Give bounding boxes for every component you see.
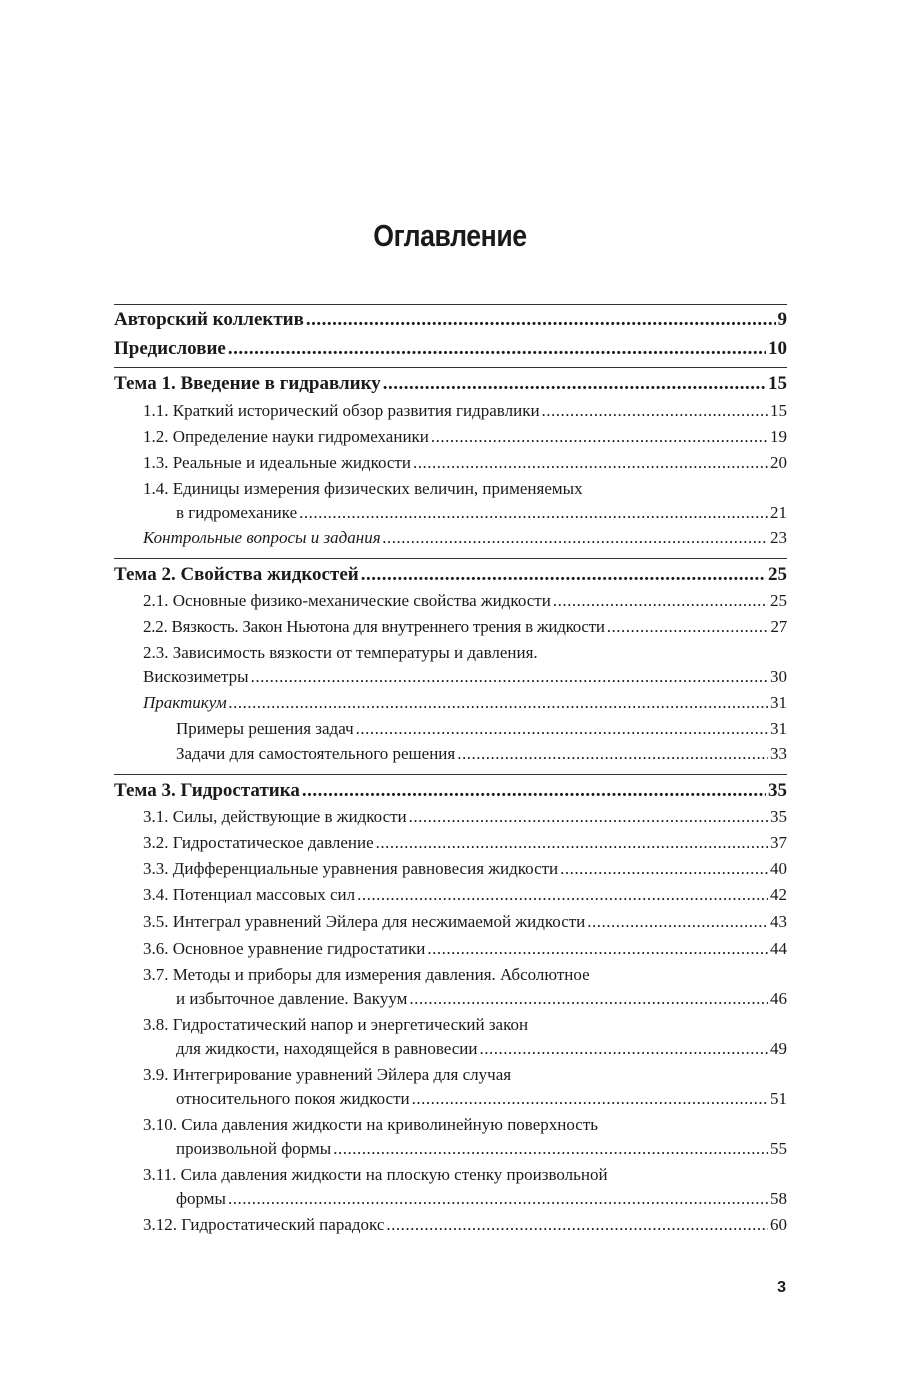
leader-dots [383, 529, 768, 546]
toc-entry[interactable]: 3.6. Основное уравнение гидростатики ..... 44 [114, 940, 787, 957]
leader-dots [431, 428, 768, 445]
toc-entry[interactable]: 3.4. Потенциал массовых сил ..... 42 [114, 886, 787, 903]
leader-dots [553, 592, 768, 609]
toc-entry[interactable]: 3.1. Силы, действующие в жидкости ..... 35 [114, 808, 787, 825]
page-ref: 60 [770, 1215, 787, 1234]
page-ref: 35 [770, 807, 787, 826]
leader-dots [356, 720, 768, 737]
toc-entry-first-line: 3.10. Сила давления жидкости на криволинейную поверхность [143, 1115, 599, 1134]
leader-dots [376, 834, 768, 851]
leader-dots [607, 618, 769, 635]
toc-entry[interactable]: Практикум ..... 31 [114, 694, 787, 711]
leader-dots [457, 745, 768, 762]
leader-dots [228, 1190, 768, 1207]
toc-entry[interactable]: формы ..... 58 [114, 1190, 787, 1207]
page-ref: 15 [770, 401, 787, 420]
leader-dots [386, 1216, 768, 1233]
toc-entry-first-line: 3.7. Методы и приборы для измерения давления. Абсолютное [143, 965, 590, 984]
page-ref: 37 [770, 833, 787, 852]
toc-entry[interactable]: Контрольные вопросы и задания ..... 23 [114, 529, 787, 546]
toc-entry[interactable]: Предисловие ..... 10 [114, 339, 787, 358]
page-ref: 42 [770, 885, 787, 904]
leader-dots [587, 913, 768, 930]
leader-dots [299, 504, 768, 521]
page-title: Оглавление [373, 218, 527, 253]
page-ref: 21 [770, 503, 787, 522]
toc-entry-first-line: 3.9. Интегрирование уравнений Эйлера для случая [143, 1065, 512, 1084]
page-number: 3 [777, 1279, 786, 1296]
page-ref: 10 [768, 338, 787, 359]
page-ref: 25 [770, 591, 787, 610]
page-ref: 9 [777, 309, 787, 330]
leader-dots [302, 781, 766, 800]
page-ref: 40 [770, 859, 787, 878]
toc-entry[interactable]: Вискозиметры ..... 30 [114, 668, 787, 685]
toc-entry[interactable]: 1.1. Краткий исторический обзор развития гидравлики ..... 15 [114, 402, 787, 419]
page-ref: 31 [770, 719, 787, 738]
leader-dots [409, 990, 768, 1007]
toc-entry[interactable]: 1.3. Реальные и идеальные жидкости ..... 20 [114, 454, 787, 471]
page-ref: 27 [770, 617, 787, 636]
toc-entry[interactable]: 3.12. Гидростатический парадокс ..... 60 [114, 1216, 787, 1233]
toc-entry-first-line: 1.4. Единицы измерения физических величин, применяемых [143, 479, 583, 498]
page-ref: 30 [770, 667, 787, 686]
page-ref: 44 [770, 939, 787, 958]
page-ref: 46 [770, 989, 787, 1008]
page-ref: 23 [770, 528, 787, 547]
toc-entry[interactable]: 3.3. Дифференциальные уравнения равновесия жидкости ..... 40 [114, 860, 787, 877]
toc-entry[interactable]: и избыточное давление. Вакуум ..... 46 [114, 990, 787, 1007]
divider [114, 304, 787, 305]
divider [114, 558, 787, 559]
toc-entry[interactable]: 3.2. Гидростатическое давление ..... 37 [114, 834, 787, 851]
page-ref: 20 [770, 453, 787, 472]
toc-entry[interactable]: Тема 1. Введение в гидравлику ..... 15 [114, 374, 787, 393]
toc-entry[interactable]: произвольной формы ..... 55 [114, 1140, 787, 1157]
toc-entry[interactable]: Тема 2. Свойства жидкостей ..... 25 [114, 565, 787, 584]
leader-dots [357, 886, 768, 903]
divider [114, 774, 787, 775]
leader-dots [306, 310, 776, 329]
page-ref: 51 [770, 1089, 787, 1108]
leader-dots [427, 940, 768, 957]
page-ref: 19 [770, 427, 787, 446]
leader-dots [409, 808, 768, 825]
toc-entry-first-line: 2.3. Зависимость вязкости от температуры и давления. [143, 643, 538, 662]
page-ref: 33 [770, 744, 787, 763]
page-ref: 49 [770, 1039, 787, 1058]
leader-dots [412, 1090, 768, 1107]
divider [114, 367, 787, 368]
toc-entry[interactable]: 3.5. Интеграл уравнений Эйлера для несжимаемой жидкости ..... 43 [114, 913, 787, 930]
toc-entry[interactable]: Авторский коллектив ..... 9 [114, 310, 787, 329]
leader-dots [480, 1040, 769, 1057]
toc-entry[interactable]: Примеры решения задач ..... 31 [114, 720, 787, 737]
leader-dots [413, 454, 768, 471]
page-ref: 25 [768, 564, 787, 585]
page-ref: 15 [768, 373, 787, 394]
leader-dots [251, 668, 768, 685]
page-ref: 55 [770, 1139, 787, 1158]
leader-dots [333, 1140, 768, 1157]
toc-entry[interactable]: 2.2. Вязкость. Закон Ньютона для внутреннего трения в жидкости ..... 27 [114, 618, 787, 635]
leader-dots [383, 374, 766, 393]
page-ref: 43 [770, 912, 787, 931]
leader-dots [560, 860, 768, 877]
toc-entry[interactable]: 2.1. Основные физико-механические свойства жидкости ..... 25 [114, 592, 787, 609]
toc-entry[interactable]: Задачи для самостоятельного решения ..... 33 [114, 745, 787, 762]
leader-dots [229, 694, 768, 711]
toc-entry-first-line: 3.11. Сила давления жидкости на плоскую стенку произвольной [143, 1165, 608, 1184]
toc-entry[interactable]: для жидкости, находящейся в равновесии ..... 49 [114, 1040, 787, 1057]
toc-entry[interactable]: в гидромеханике ..... 21 [114, 504, 787, 521]
leader-dots [361, 565, 766, 584]
toc-entry-first-line: 3.8. Гидростатический напор и энергетический закон [143, 1015, 529, 1034]
toc-entry[interactable]: относительного покоя жидкости ..... 51 [114, 1090, 787, 1107]
page-ref: 31 [770, 693, 787, 712]
leader-dots [542, 402, 768, 419]
toc-entry[interactable]: 1.2. Определение науки гидромеханики ..... 19 [114, 428, 787, 445]
page-ref: 58 [770, 1189, 787, 1208]
leader-dots [228, 339, 766, 358]
page-ref: 35 [768, 780, 787, 801]
toc-entry[interactable]: Тема 3. Гидростатика ..... 35 [114, 781, 787, 800]
